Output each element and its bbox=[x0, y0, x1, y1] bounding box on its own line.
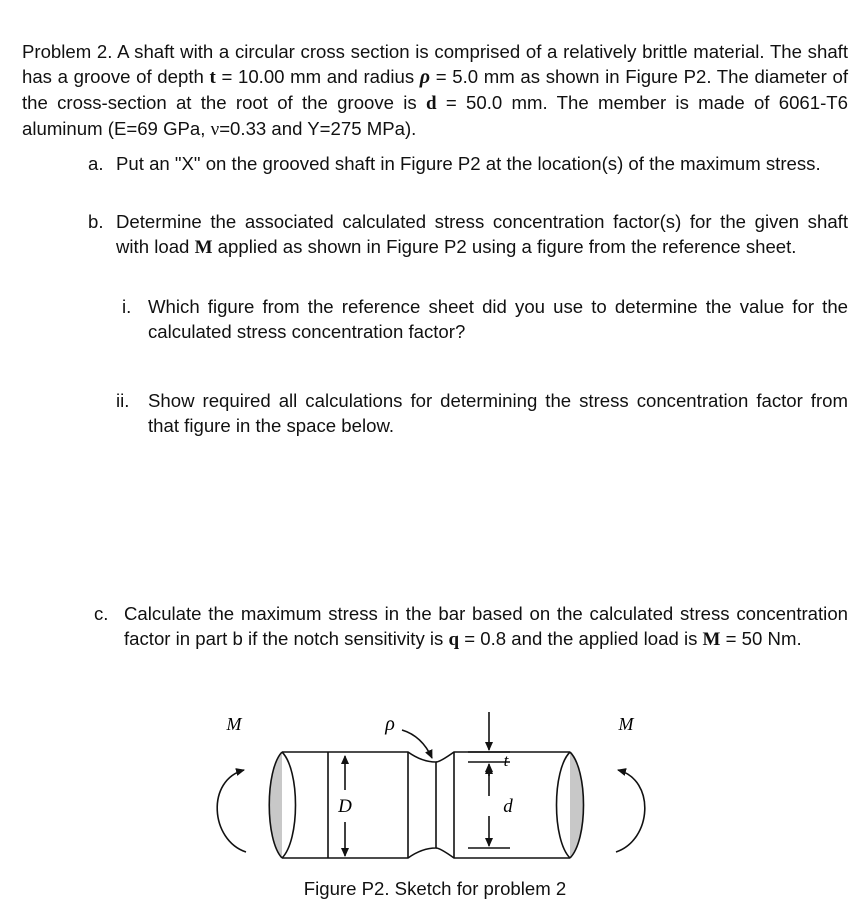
part-a bbox=[88, 151, 848, 176]
part-b-text: Determine the associated calculated stress concentration factor(s) for the given shaft with load M applied as shown in Figure P2 using a figure from the reference sheet. bbox=[116, 211, 848, 258]
part-b-ii-text: Show required all calculations for determining the stress concentration factor from that figure in the space below. bbox=[148, 390, 848, 436]
left-shaft-body bbox=[282, 752, 436, 858]
part-b-i-text: Which figure from the reference sheet did you use to determine the value for the calculated stress concentration factor? bbox=[148, 296, 848, 342]
m-symbol-c: M bbox=[702, 629, 721, 650]
part-b-ii-marker: ii. bbox=[116, 390, 130, 411]
part-a-marker: a. bbox=[88, 153, 104, 174]
part-b bbox=[88, 209, 848, 260]
part-b-i bbox=[122, 294, 848, 344]
part-a-text: Put an "X" on the grooved shaft in Figure P2 at the location(s) of the maximum stress. bbox=[116, 153, 821, 174]
left-cross-section-back bbox=[282, 752, 296, 858]
right-cross-section-back bbox=[557, 752, 571, 858]
figure-caption: Figure P2. Sketch for problem 2 bbox=[303, 878, 567, 899]
label-t: t bbox=[503, 751, 509, 770]
right-moment-arrow bbox=[616, 770, 645, 852]
part-b-ii bbox=[116, 388, 848, 438]
t-symbol: t bbox=[209, 67, 216, 88]
label-d: d bbox=[503, 796, 513, 817]
d-symbol: d bbox=[426, 93, 437, 114]
part-c-marker: c. bbox=[94, 603, 109, 624]
part-c-text: Calculate the maximum stress in the bar based on the calculated stress concentration factor in part b if the notch sensitivity is q = 0.8 and the applied load is M = 50 Nm. bbox=[124, 603, 848, 650]
part-c bbox=[94, 601, 848, 652]
part-b-marker: b. bbox=[88, 211, 104, 232]
problem-statement: Problem 2. A shaft with a circular cross section is comprised of a relatively brittle material. The shaft has a groove of depth t = 10.00 mm and radius ρ = 5.0 mm as shown in Figure P2. The diameter of the cross-section at the root of the groove is d = 50.0 mm. The member is made of 6061-T6 aluminum (E=69 GPa, ν=0.33 and Y=275 MPa). bbox=[22, 41, 849, 140]
left-moment-arrow bbox=[217, 770, 246, 852]
figure-p2 bbox=[180, 700, 680, 870]
right-cross-section bbox=[570, 752, 584, 858]
rho-symbol: ρ bbox=[419, 66, 431, 88]
part-b-i-marker: i. bbox=[122, 296, 132, 317]
m-symbol: M bbox=[194, 237, 213, 258]
label-D: D bbox=[338, 796, 352, 817]
left-cross-section bbox=[269, 752, 282, 858]
rho-leader bbox=[402, 730, 432, 758]
nu-symbol: ν bbox=[210, 119, 220, 140]
label-m-right: M bbox=[618, 714, 634, 734]
label-rho: ρ bbox=[385, 713, 395, 735]
label-m-left: M bbox=[226, 714, 242, 734]
q-symbol: q bbox=[448, 629, 460, 650]
